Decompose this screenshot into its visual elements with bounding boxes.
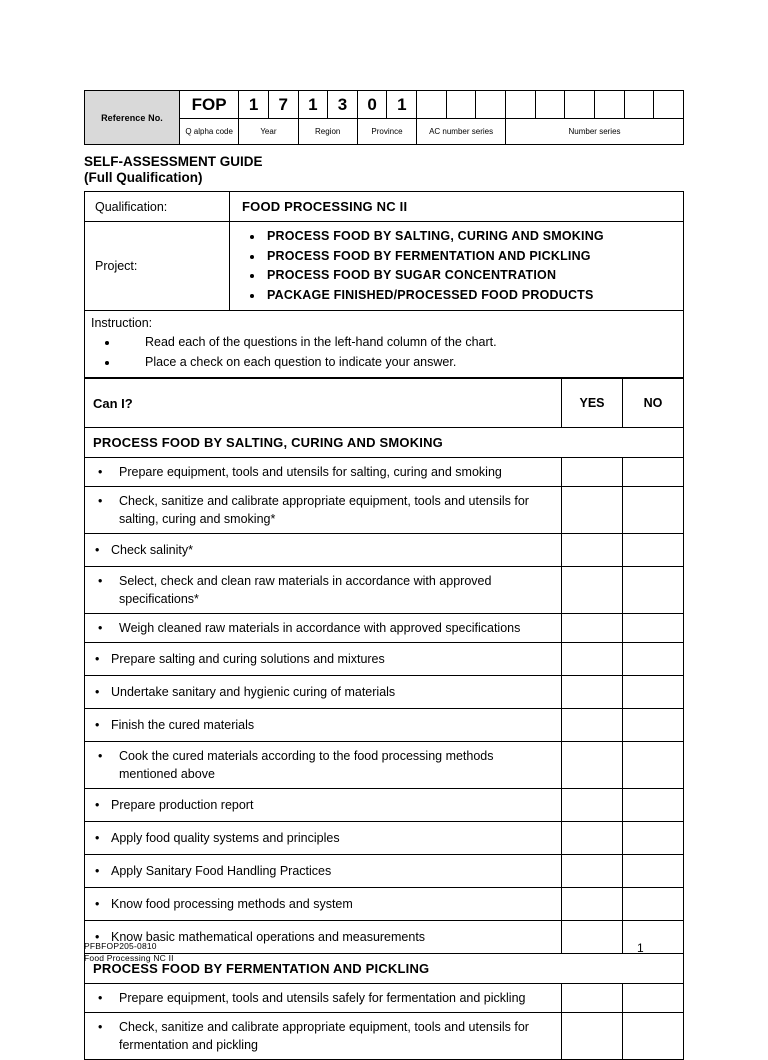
checklist-item-label: Know food processing methods and system <box>111 897 353 911</box>
checklist-question-header: Can I? <box>85 379 562 428</box>
table-row <box>85 789 684 822</box>
checklist-item-label: Select, check and clean raw materials in accordance with approved specifications* <box>119 574 492 606</box>
checklist-item-text-wrap <box>85 614 561 642</box>
checklist-item-cell <box>85 822 562 855</box>
checklist-no-checkbox[interactable] <box>623 888 684 921</box>
checklist-item-cell <box>85 487 562 534</box>
checklist-item-text-wrap <box>85 855 561 887</box>
caption-province: Province <box>357 119 416 145</box>
project-label: Project: <box>85 222 230 311</box>
qualification-value: FOOD PROCESSING NC II <box>230 192 684 222</box>
checklist-item-text-wrap <box>85 984 561 1012</box>
table-row <box>85 643 684 676</box>
checklist-no-checkbox[interactable] <box>623 742 684 789</box>
reference-year-digit-1[interactable]: 1 <box>239 91 269 119</box>
project-value-cell <box>230 222 684 311</box>
bullet-icon: • <box>95 718 100 732</box>
checklist-yes-checkbox[interactable] <box>562 855 623 888</box>
checklist-item-label: Undertake sanitary and hygienic curing of materials <box>111 685 396 699</box>
checklist-yes-checkbox[interactable] <box>562 822 623 855</box>
reference-series-cell-4[interactable] <box>594 91 624 119</box>
checklist-item-label: Check salinity* <box>111 543 193 557</box>
checklist-no-checkbox[interactable] <box>623 855 684 888</box>
footer-page-number: 1 <box>637 941 644 955</box>
table-row <box>85 855 684 888</box>
checklist-yes-checkbox[interactable] <box>562 742 623 789</box>
project-list-item: • PROCESS FOOD BY SUGAR CONCENTRATION <box>264 266 683 286</box>
checklist-yes-checkbox[interactable] <box>562 789 623 822</box>
table-row <box>85 458 684 487</box>
reference-ac-cell-2[interactable] <box>446 91 476 119</box>
checklist-yes-checkbox[interactable] <box>562 458 623 487</box>
table-row <box>85 534 684 567</box>
checklist-item-cell <box>85 614 562 643</box>
checklist-no-checkbox[interactable] <box>623 1013 684 1060</box>
checklist-section-heading-row <box>85 428 684 458</box>
bullet-icon: • <box>95 685 100 699</box>
checklist-no-checkbox[interactable] <box>623 789 684 822</box>
checklist-item-label: Prepare salting and curing solutions and mixtures <box>111 652 385 666</box>
checklist-item-cell <box>85 742 562 789</box>
checklist-item-label: Prepare equipment, tools and utensils safely for fermentation and pickling <box>119 991 526 1005</box>
checklist-yes-checkbox[interactable] <box>562 676 623 709</box>
reference-region-digit-1[interactable]: 1 <box>298 91 328 119</box>
checklist-yes-checkbox[interactable] <box>562 487 623 534</box>
reference-values-row <box>85 91 684 119</box>
footer-doc-code: PFBFOP205-0810 <box>84 941 157 951</box>
checklist-yes-checkbox[interactable] <box>562 567 623 614</box>
checklist-no-checkbox[interactable] <box>623 643 684 676</box>
project-list-item: • PROCESS FOOD BY SALTING, CURING AND SMOKING <box>264 227 683 247</box>
project-list-item: • PROCESS FOOD BY FERMENTATION AND PICKLING <box>264 247 683 267</box>
checklist-item-text-wrap <box>85 789 561 821</box>
checklist-item-cell <box>85 888 562 921</box>
reference-code-cell[interactable]: FOP <box>180 91 239 119</box>
table-row <box>85 487 684 534</box>
table-row <box>85 742 684 789</box>
table-row <box>85 567 684 614</box>
bullet-icon: • <box>95 543 100 557</box>
checklist-item-text-wrap <box>85 487 561 533</box>
footer-doc-title: Food Processing NC II <box>84 952 174 963</box>
reference-province-digit-2[interactable]: 1 <box>387 91 417 119</box>
checklist-item-text-wrap <box>85 822 561 854</box>
reference-province-digit-1[interactable]: 0 <box>357 91 387 119</box>
bullet-icon: • <box>98 991 103 1005</box>
checklist-no-checkbox[interactable] <box>623 487 684 534</box>
bullet-icon: • <box>98 1020 103 1034</box>
table-row <box>85 1013 684 1060</box>
checklist-yes-header: YES <box>562 379 623 428</box>
instruction-cell <box>85 311 684 378</box>
checklist-item-cell <box>85 984 562 1013</box>
reference-series-cell-5[interactable] <box>624 91 654 119</box>
checklist-item-cell <box>85 709 562 742</box>
section-heading-salting-curing-smoking: PROCESS FOOD BY SALTING, CURING AND SMOKING <box>85 428 684 458</box>
checklist-item-cell <box>85 534 562 567</box>
table-row <box>85 984 684 1013</box>
checklist-yes-checkbox[interactable] <box>562 614 623 643</box>
bullet-icon: • <box>98 749 103 763</box>
bullet-icon: • <box>95 831 100 845</box>
checklist-item-label: Check, sanitize and calibrate appropriate equipment, tools and utensils for fermentation and pickling <box>119 1020 529 1052</box>
checklist-item-label: Check, sanitize and calibrate appropriate equipment, tools and utensils for salting, curing and smoking* <box>119 494 529 526</box>
table-row <box>85 822 684 855</box>
checklist-item-cell <box>85 789 562 822</box>
page-title-line-1: SELF-ASSESSMENT GUIDE <box>84 154 263 169</box>
checklist-no-checkbox[interactable] <box>623 567 684 614</box>
checklist-no-checkbox[interactable] <box>623 676 684 709</box>
caption-year: Year <box>239 119 298 145</box>
instruction-list-item: • Place a check on each question to indicate your answer. <box>119 352 683 372</box>
checklist-item-text-wrap <box>85 709 561 741</box>
instruction-list-item: • Read each of the questions in the left-hand column of the chart. <box>119 332 683 352</box>
page-footer <box>84 941 684 971</box>
bullet-icon: • <box>95 897 100 911</box>
bullet-icon: • <box>95 652 100 666</box>
table-row <box>85 888 684 921</box>
checklist-item-text-wrap <box>85 1013 561 1059</box>
qualification-info-table <box>84 191 684 378</box>
checklist-yes-checkbox[interactable] <box>562 534 623 567</box>
checklist-yes-checkbox[interactable] <box>562 709 623 742</box>
checklist-no-checkbox[interactable] <box>623 709 684 742</box>
checklist-item-label: Apply Sanitary Food Handling Practices <box>111 864 332 878</box>
checklist-item-text-wrap <box>85 458 561 486</box>
project-list <box>242 227 683 305</box>
caption-region: Region <box>298 119 357 145</box>
table-row <box>85 614 684 643</box>
instruction-row <box>85 311 684 378</box>
checklist-item-label: Finish the cured materials <box>111 718 255 732</box>
page-title <box>84 154 684 186</box>
checklist-item-text-wrap <box>85 742 561 788</box>
qualification-row <box>85 192 684 222</box>
checklist-no-checkbox[interactable] <box>623 614 684 643</box>
checklist-yes-checkbox[interactable] <box>562 888 623 921</box>
table-row <box>85 676 684 709</box>
page-title-line-2: (Full Qualification) <box>84 170 203 185</box>
bullet-icon: • <box>98 465 103 479</box>
checklist-item-text-wrap <box>85 567 561 613</box>
checklist-no-header: NO <box>623 379 684 428</box>
checklist-item-label: Weigh cleaned raw materials in accordance with approved specifications <box>119 621 521 635</box>
checklist-item-cell <box>85 458 562 487</box>
checklist-no-checkbox[interactable] <box>623 822 684 855</box>
reference-region-digit-2[interactable]: 3 <box>328 91 358 119</box>
checklist-yes-checkbox[interactable] <box>562 643 623 676</box>
caption-q-alpha-code: Q alpha code <box>180 119 239 145</box>
bullet-icon: • <box>98 574 103 588</box>
checklist-item-text-wrap <box>85 888 561 920</box>
checklist-item-label: Prepare equipment, tools and utensils for salting, curing and smoking <box>119 465 502 479</box>
bullet-icon: • <box>98 494 103 508</box>
checklist-item-cell <box>85 855 562 888</box>
footer-doc-info <box>84 941 174 964</box>
instruction-list <box>91 332 683 372</box>
checklist-no-checkbox[interactable] <box>623 458 684 487</box>
bullet-icon: • <box>98 621 103 635</box>
qualification-label: Qualification: <box>85 192 230 222</box>
reference-series-cell-6[interactable] <box>654 91 684 119</box>
checklist-item-text-wrap <box>85 676 561 708</box>
project-row <box>85 222 684 311</box>
bullet-icon: • <box>95 930 100 944</box>
reference-series-cell-2[interactable] <box>535 91 565 119</box>
checklist-item-label: Know basic mathematical operations and measurements <box>111 930 426 944</box>
checklist-header-row <box>85 379 684 428</box>
checklist-item-cell <box>85 676 562 709</box>
caption-ac-number-series: AC number series <box>417 119 506 145</box>
checklist-item-label: Apply food quality systems and principles <box>111 831 340 845</box>
checklist-item-text-wrap <box>85 534 561 566</box>
checklist-item-text-wrap <box>85 643 561 675</box>
checklist-item-cell <box>85 1013 562 1060</box>
instruction-label: Instruction: <box>91 316 153 330</box>
table-row <box>85 709 684 742</box>
checklist-item-label: Cook the cured materials according to the food processing methods mentioned above <box>119 749 494 781</box>
reference-ac-cell-1[interactable] <box>417 91 447 119</box>
checklist-item-cell <box>85 567 562 614</box>
checklist-no-checkbox[interactable] <box>623 984 684 1013</box>
reference-series-cell-1[interactable] <box>506 91 536 119</box>
checklist-yes-checkbox[interactable] <box>562 1013 623 1060</box>
bullet-icon: • <box>95 864 100 878</box>
reference-number-table <box>84 90 684 145</box>
checklist-no-checkbox[interactable] <box>623 534 684 567</box>
section-heading-fermentation-pickling: PROCESS FOOD BY FERMENTATION AND PICKLING <box>85 954 684 984</box>
reference-year-digit-2[interactable]: 7 <box>268 91 298 119</box>
reference-series-cell-3[interactable] <box>565 91 595 119</box>
reference-ac-cell-3[interactable] <box>476 91 506 119</box>
document-body <box>84 90 684 1060</box>
checklist-yes-checkbox[interactable] <box>562 984 623 1013</box>
reference-no-label: Reference No. <box>85 91 180 145</box>
bullet-icon: • <box>95 798 100 812</box>
caption-number-series: Number series <box>506 119 684 145</box>
checklist-item-label: Prepare production report <box>111 798 254 812</box>
project-list-item: • PACKAGE FINISHED/PROCESSED FOOD PRODUCTS <box>264 286 683 306</box>
checklist-item-cell <box>85 643 562 676</box>
